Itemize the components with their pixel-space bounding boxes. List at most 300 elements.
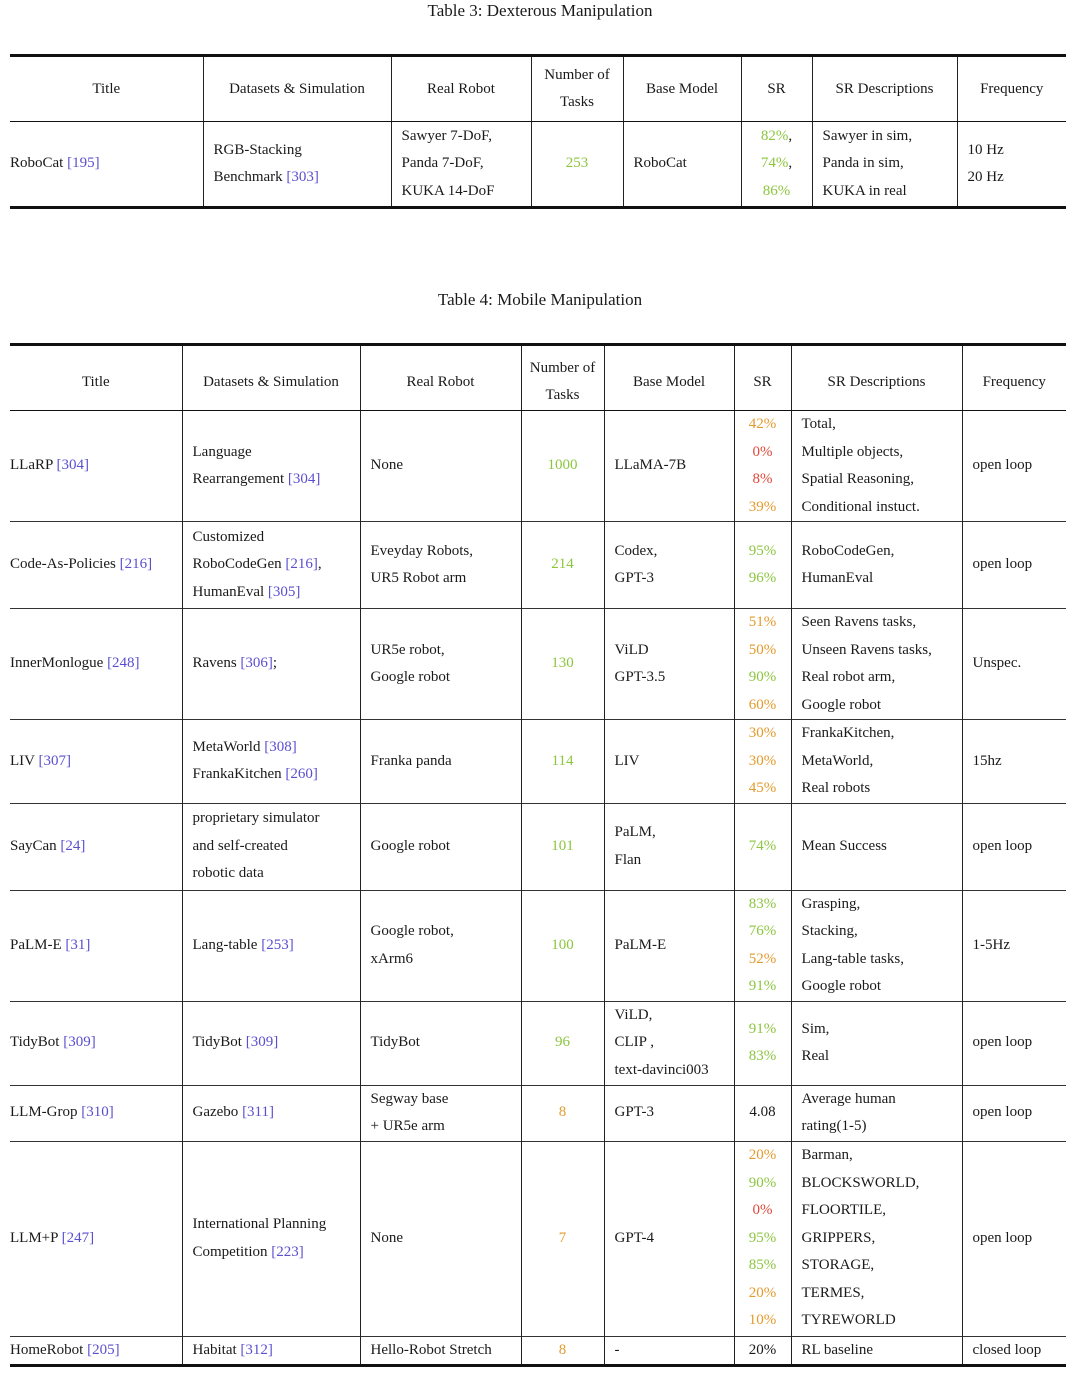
task-count: 101 — [551, 837, 574, 854]
sr-description-line: Sim, — [801, 1020, 830, 1037]
table3-caption: Table 3: Dexterous Manipulation — [427, 1, 653, 20]
sr-description-line: Grasping, — [801, 895, 861, 912]
cell-sr — [734, 1141, 791, 1336]
dataset-text: Gazebo — [192, 1104, 243, 1121]
dataset-text: Habitat — [192, 1341, 241, 1358]
cell-title — [10, 720, 182, 804]
frequency-line: open loop — [972, 837, 1033, 854]
dataset-line — [193, 1211, 358, 1239]
table-row — [10, 609, 1066, 720]
cell-datasets — [182, 1336, 360, 1366]
table4-header-frequency: Frequency — [962, 345, 1066, 411]
sr-description-line: Google robot — [801, 696, 882, 713]
cell-frequency — [957, 122, 1066, 208]
dataset-line — [193, 1099, 358, 1127]
sr-value: 83% — [748, 895, 777, 912]
dataset-line — [193, 650, 358, 678]
dataset-line — [193, 551, 358, 579]
cell-sr — [734, 1336, 791, 1366]
cell-title — [10, 522, 182, 609]
sr-line — [737, 1225, 789, 1253]
cell-datasets — [182, 890, 360, 1001]
task-count: 214 — [551, 556, 574, 573]
sr-value: 8% — [752, 471, 773, 487]
citation-link: [260] — [285, 766, 318, 783]
sr-description-line: GRIPPERS, — [801, 1229, 876, 1246]
table4-header-number-of-tasks: Number of Tasks — [521, 345, 604, 411]
cell-title — [10, 803, 182, 890]
sr-line — [737, 1099, 789, 1127]
cell-frequency — [962, 803, 1066, 890]
task-count: 8 — [558, 1341, 567, 1358]
sr-description-line: Spatial Reasoning, — [801, 471, 914, 487]
cell-sr — [734, 522, 791, 609]
sr-line — [737, 664, 789, 692]
sr-description-line: Seen Ravens tasks, — [801, 614, 917, 630]
sr-description-line: Mean Success — [801, 837, 887, 854]
sr-line — [737, 494, 789, 522]
cell-real-robot — [360, 411, 521, 522]
task-count: 96 — [555, 1034, 570, 1051]
sr-value: 10% — [748, 1312, 777, 1329]
cell-number-of-tasks — [521, 522, 604, 609]
cell-base-model — [604, 609, 734, 720]
dataset-line — [193, 1239, 358, 1267]
cell-base-model — [604, 803, 734, 890]
sr-value: 30% — [748, 725, 777, 741]
cell-sr-descriptions — [791, 720, 962, 804]
row-title: HomeRobot — [10, 1341, 84, 1358]
frequency-line: Unspec. — [972, 655, 1022, 672]
cell-sr — [734, 890, 791, 1001]
row-title: LLM+P — [10, 1229, 58, 1246]
sr-value: 20% — [748, 1147, 777, 1164]
cell-sr-descriptions — [791, 1085, 962, 1141]
task-count: 130 — [551, 655, 574, 672]
cell-datasets — [182, 720, 360, 804]
robot-line: Segway base — [370, 1090, 449, 1107]
frequency-line: open loop — [972, 457, 1033, 474]
frequency-line: 15hz — [972, 752, 1002, 769]
dataset-line — [193, 466, 358, 494]
dataset-text: Rearrangement — [192, 471, 288, 487]
task-count: 7 — [558, 1229, 567, 1246]
citation-link: [307] — [38, 752, 71, 769]
cell-base-model — [604, 522, 734, 609]
robot-line: xArm6 — [370, 950, 413, 967]
model-line: Codex, — [614, 542, 658, 559]
row-title: PaLM-E — [10, 936, 62, 953]
cell-number-of-tasks — [521, 803, 604, 890]
dataset-line — [214, 137, 389, 165]
sr-description-line: Multiple objects, — [801, 443, 904, 460]
table3-header-sr: SR — [741, 56, 812, 122]
sr-description-line: MetaWorld, — [801, 752, 874, 769]
robot-line: Sawyer 7-DoF, — [401, 127, 492, 144]
robot-line: Google robot, — [370, 923, 454, 939]
cell-number-of-tasks — [531, 122, 623, 208]
table4-header-base-model: Base Model — [604, 345, 734, 411]
sr-value: 51% — [748, 614, 777, 630]
sr-description-line: TYREWORLD — [801, 1312, 896, 1329]
task-count: 253 — [565, 155, 589, 172]
robot-line: Panda 7-DoF, — [401, 155, 484, 172]
cell-frequency — [962, 890, 1066, 1001]
task-count: 8 — [558, 1104, 567, 1121]
cell-number-of-tasks — [521, 890, 604, 1001]
cell-sr — [734, 1085, 791, 1141]
citation-link: [31] — [65, 936, 91, 953]
sr-description-line: Total, — [801, 416, 836, 432]
dataset-line — [193, 579, 358, 607]
dataset-text: MetaWorld — [192, 738, 265, 755]
sr-description-line: Barman, — [801, 1147, 853, 1164]
sr-line — [737, 918, 789, 946]
sr-line — [737, 1142, 789, 1170]
table-row — [10, 720, 1066, 804]
cell-frequency — [962, 1085, 1066, 1141]
row-title: LLaRP — [10, 457, 53, 474]
cell-title — [10, 411, 182, 522]
sr-value: 85% — [748, 1257, 777, 1274]
sr-line — [737, 1280, 789, 1308]
citation-link: [305] — [267, 583, 301, 600]
cell-base-model — [604, 1336, 734, 1366]
table-row — [10, 890, 1066, 1001]
sr-line — [737, 1197, 789, 1225]
sr-value: 39% — [748, 498, 777, 515]
sr-value: 0% — [752, 443, 773, 460]
citation-link: [306] — [240, 655, 273, 672]
sr-line — [744, 178, 810, 206]
dataset-line — [193, 439, 358, 467]
dataset-text: TidyBot — [192, 1034, 246, 1051]
table-row — [10, 411, 1066, 522]
sr-line — [737, 1307, 789, 1335]
model-line: LLaMA-7B — [614, 457, 687, 474]
model-line: CLIP , — [614, 1034, 654, 1051]
table3-header-title: Title — [10, 56, 203, 122]
sr-description-line: FrankaKitchen, — [801, 725, 895, 741]
sr-separator: , — [788, 155, 793, 172]
cell-sr — [734, 803, 791, 890]
model-line: ViLD — [614, 641, 649, 658]
sr-description-line: FLOORTILE, — [801, 1202, 887, 1219]
cell-base-model — [604, 890, 734, 1001]
sr-description-line: rating(1-5) — [801, 1118, 867, 1134]
robot-line: Hello-Robot Stretch — [370, 1341, 492, 1358]
cell-sr-descriptions — [791, 1001, 962, 1085]
dataset-text: International Planning — [192, 1216, 327, 1232]
cell-base-model — [623, 122, 741, 208]
cell-frequency — [962, 609, 1066, 720]
robot-line: Eveyday Robots, — [370, 542, 473, 559]
model-line: GPT-4 — [614, 1229, 654, 1246]
table-row — [10, 1001, 1066, 1085]
dataset-line — [193, 805, 358, 833]
sr-value: 91% — [748, 1020, 777, 1037]
dataset-line — [193, 524, 358, 552]
cell-title — [10, 1141, 182, 1336]
cell-real-robot — [360, 1085, 521, 1141]
sr-description-line: TERMES, — [801, 1284, 865, 1301]
citation-link: [303] — [286, 169, 319, 185]
sr-value: 90% — [748, 1174, 777, 1191]
sr-line — [737, 720, 789, 748]
cell-datasets — [182, 1085, 360, 1141]
citation-link: [216] — [119, 556, 153, 573]
sr-value: 4.08 — [749, 1104, 776, 1121]
robot-line: Franka panda — [370, 752, 452, 769]
frequency-line: 1-5Hz — [972, 936, 1010, 953]
cell-sr — [734, 411, 791, 522]
citation-link: [311] — [242, 1104, 274, 1121]
task-count: 1000 — [547, 457, 578, 474]
cell-sr — [734, 609, 791, 720]
sr-line — [737, 1170, 789, 1198]
sr-description-line: Panda in sim, — [822, 155, 904, 172]
sr-value: 52% — [748, 950, 777, 967]
sr-description-line: STORAGE, — [801, 1257, 875, 1274]
cell-real-robot — [360, 803, 521, 890]
frequency-line: open loop — [972, 1104, 1033, 1121]
sr-line — [737, 891, 789, 919]
cell-frequency — [962, 1336, 1066, 1366]
cell-datasets — [182, 411, 360, 522]
sr-value: 76% — [748, 923, 777, 939]
robot-line: UR5e robot, — [370, 641, 445, 658]
cell-frequency — [962, 1001, 1066, 1085]
sr-line — [737, 411, 789, 439]
table3-header-base-model: Base Model — [623, 56, 741, 122]
table-row — [10, 1085, 1066, 1141]
sr-line — [737, 692, 789, 720]
dataset-line — [193, 833, 358, 861]
dataset-line — [214, 164, 389, 192]
sr-value: 0% — [752, 1202, 773, 1219]
cell-base-model — [604, 1085, 734, 1141]
dataset-line — [193, 1337, 358, 1365]
robot-line: None — [370, 1229, 403, 1246]
dataset-text: HumanEval — [192, 583, 268, 600]
citation-link: [312] — [240, 1341, 273, 1358]
dataset-text: robotic data — [192, 865, 264, 882]
sr-line — [737, 637, 789, 665]
citation-link: [309] — [63, 1034, 96, 1051]
sr-line — [737, 1337, 789, 1365]
robot-line: None — [370, 457, 403, 474]
cell-sr — [741, 122, 812, 208]
sr-value: 95% — [748, 542, 777, 559]
cell-real-robot — [360, 609, 521, 720]
frequency-line: closed loop — [972, 1341, 1042, 1358]
table-row — [10, 803, 1066, 890]
task-count: 114 — [551, 752, 574, 769]
task-count: 100 — [551, 936, 574, 953]
dataset-text: and self-created — [192, 837, 288, 854]
cell-datasets — [182, 1001, 360, 1085]
model-line: GPT-3 — [614, 570, 654, 586]
sr-description-line: HumanEval — [801, 570, 874, 586]
sr-description-line: Real robot arm, — [801, 669, 896, 685]
dataset-text: FrankaKitchen — [192, 766, 286, 783]
model-line: - — [614, 1341, 620, 1358]
table4-header-row — [10, 345, 1066, 411]
sr-description-line: Average human — [801, 1090, 896, 1107]
sr-value: 30% — [748, 752, 777, 769]
sr-description-line: Conditional instuct. — [801, 498, 920, 515]
sr-line — [737, 565, 789, 593]
cell-sr-descriptions — [791, 411, 962, 522]
cell-real-robot — [360, 522, 521, 609]
row-title: LIV — [10, 752, 35, 769]
sr-value: 20% — [748, 1284, 777, 1301]
cell-sr-descriptions — [791, 1141, 962, 1336]
citation-link: [253] — [261, 936, 294, 953]
table4-caption: Table 4: Mobile Manipulation — [437, 290, 643, 309]
robot-line: Google robot — [370, 669, 451, 685]
table-row — [10, 522, 1066, 609]
table4-header-sr-descriptions: SR Descriptions — [791, 345, 962, 411]
sr-line — [737, 775, 789, 803]
sr-line — [737, 833, 789, 861]
sr-value: 90% — [748, 669, 777, 685]
cell-datasets — [203, 122, 391, 208]
frequency-line: open loop — [972, 556, 1033, 573]
robot-line: Google robot — [370, 837, 451, 854]
cell-base-model — [604, 1001, 734, 1085]
cell-real-robot — [360, 1141, 521, 1336]
dataset-text: Lang-table — [192, 936, 262, 953]
cell-title — [10, 890, 182, 1001]
table-row — [10, 1336, 1066, 1366]
cell-base-model — [604, 1141, 734, 1336]
model-line: text-davinci003 — [614, 1061, 709, 1078]
row-title: Code-As-Policies — [10, 556, 116, 573]
dataset-text: Competition — [192, 1243, 272, 1260]
cell-frequency — [962, 522, 1066, 609]
sr-value: 86% — [762, 182, 791, 199]
frequency-line: 20 Hz — [967, 169, 1004, 185]
citation-link: [308] — [264, 738, 297, 755]
citation-link: [309] — [245, 1034, 279, 1051]
sr-line — [737, 1043, 789, 1071]
cell-sr-descriptions — [812, 122, 957, 208]
sr-value: 42% — [748, 416, 777, 432]
table3-header-frequency: Frequency — [957, 56, 1066, 122]
table4-header-sr: SR — [734, 345, 791, 411]
table4-header-datasets: Datasets & Simulation — [182, 345, 360, 411]
cell-sr — [734, 1001, 791, 1085]
dataset-suffix: , — [317, 556, 322, 573]
sr-description-line: Stacking, — [801, 923, 858, 939]
table3-header-datasets: Datasets & Simulation — [203, 56, 391, 122]
sr-value: 96% — [748, 570, 777, 586]
table4-header-real-robot: Real Robot — [360, 345, 521, 411]
cell-sr-descriptions — [791, 1336, 962, 1366]
dataset-text: RoboCodeGen — [192, 556, 286, 573]
table3-header-number-of-tasks: Number of Tasks — [531, 56, 623, 122]
sr-value: 74% — [760, 155, 789, 172]
sr-value: 95% — [748, 1229, 777, 1246]
cell-number-of-tasks — [521, 609, 604, 720]
cell-datasets — [182, 522, 360, 609]
citation-link: [223] — [271, 1243, 304, 1260]
dataset-text: Customized — [192, 528, 265, 545]
cell-number-of-tasks — [521, 1141, 604, 1336]
dataset-line — [193, 860, 358, 888]
model-line: PaLM, — [614, 824, 656, 840]
sr-line — [737, 439, 789, 467]
row-title: InnerMonlogue — [10, 655, 104, 672]
citation-link: [310] — [81, 1104, 114, 1121]
robot-line: TidyBot — [370, 1034, 420, 1051]
sr-description-line: KUKA in real — [822, 182, 907, 199]
sr-value: 74% — [748, 837, 777, 854]
cell-number-of-tasks — [521, 1336, 604, 1366]
row-title: RoboCat — [10, 155, 64, 172]
cell-number-of-tasks — [521, 1001, 604, 1085]
frequency-line: open loop — [972, 1229, 1033, 1246]
cell-number-of-tasks — [521, 411, 604, 522]
table3-dexterous-manipulation — [10, 54, 1066, 209]
dataset-text: Ravens — [192, 655, 241, 672]
sr-line — [737, 609, 789, 637]
cell-frequency — [962, 720, 1066, 804]
cell-real-robot — [360, 1001, 521, 1085]
row-title: SayCan — [10, 837, 57, 854]
dataset-line — [193, 761, 358, 789]
cell-sr-descriptions — [791, 522, 962, 609]
citation-link: [248] — [107, 655, 140, 672]
sr-line — [737, 466, 789, 494]
citation-link: [205] — [87, 1341, 120, 1358]
model-line: GPT-3 — [614, 1104, 654, 1121]
cell-frequency — [962, 1141, 1066, 1336]
sr-value: 20% — [748, 1341, 777, 1358]
cell-sr-descriptions — [791, 803, 962, 890]
model-line: RoboCat — [633, 155, 687, 172]
cell-datasets — [182, 1141, 360, 1336]
sr-description-line: Unseen Ravens tasks, — [801, 641, 932, 658]
table3-header-sr-descriptions: SR Descriptions — [812, 56, 957, 122]
sr-value: 82% — [760, 127, 789, 144]
sr-line — [737, 973, 789, 1001]
cell-real-robot — [391, 122, 531, 208]
sr-separator: , — [788, 127, 793, 144]
sr-value: 60% — [748, 696, 777, 713]
table4-mobile-manipulation — [10, 343, 1066, 1367]
citation-link: [304] — [287, 471, 321, 487]
cell-title — [10, 1336, 182, 1366]
model-line: Flan — [614, 851, 642, 868]
sr-line — [744, 150, 810, 178]
sr-line — [744, 123, 810, 151]
citation-link: [304] — [56, 457, 90, 474]
sr-description-line: BLOCKSWORLD, — [801, 1174, 920, 1191]
model-line: PaLM-E — [614, 936, 667, 953]
sr-line — [737, 538, 789, 566]
sr-description-line: Real — [801, 1048, 829, 1064]
dataset-line — [193, 932, 358, 960]
dataset-text: RGB-Stacking — [213, 141, 302, 158]
sr-value: 83% — [748, 1048, 777, 1064]
model-line: ViLD, — [614, 1006, 653, 1023]
row-title: TidyBot — [10, 1034, 60, 1051]
cell-base-model — [604, 720, 734, 804]
table3-header-row — [10, 56, 1066, 122]
sr-description-line: Google robot — [801, 978, 882, 994]
